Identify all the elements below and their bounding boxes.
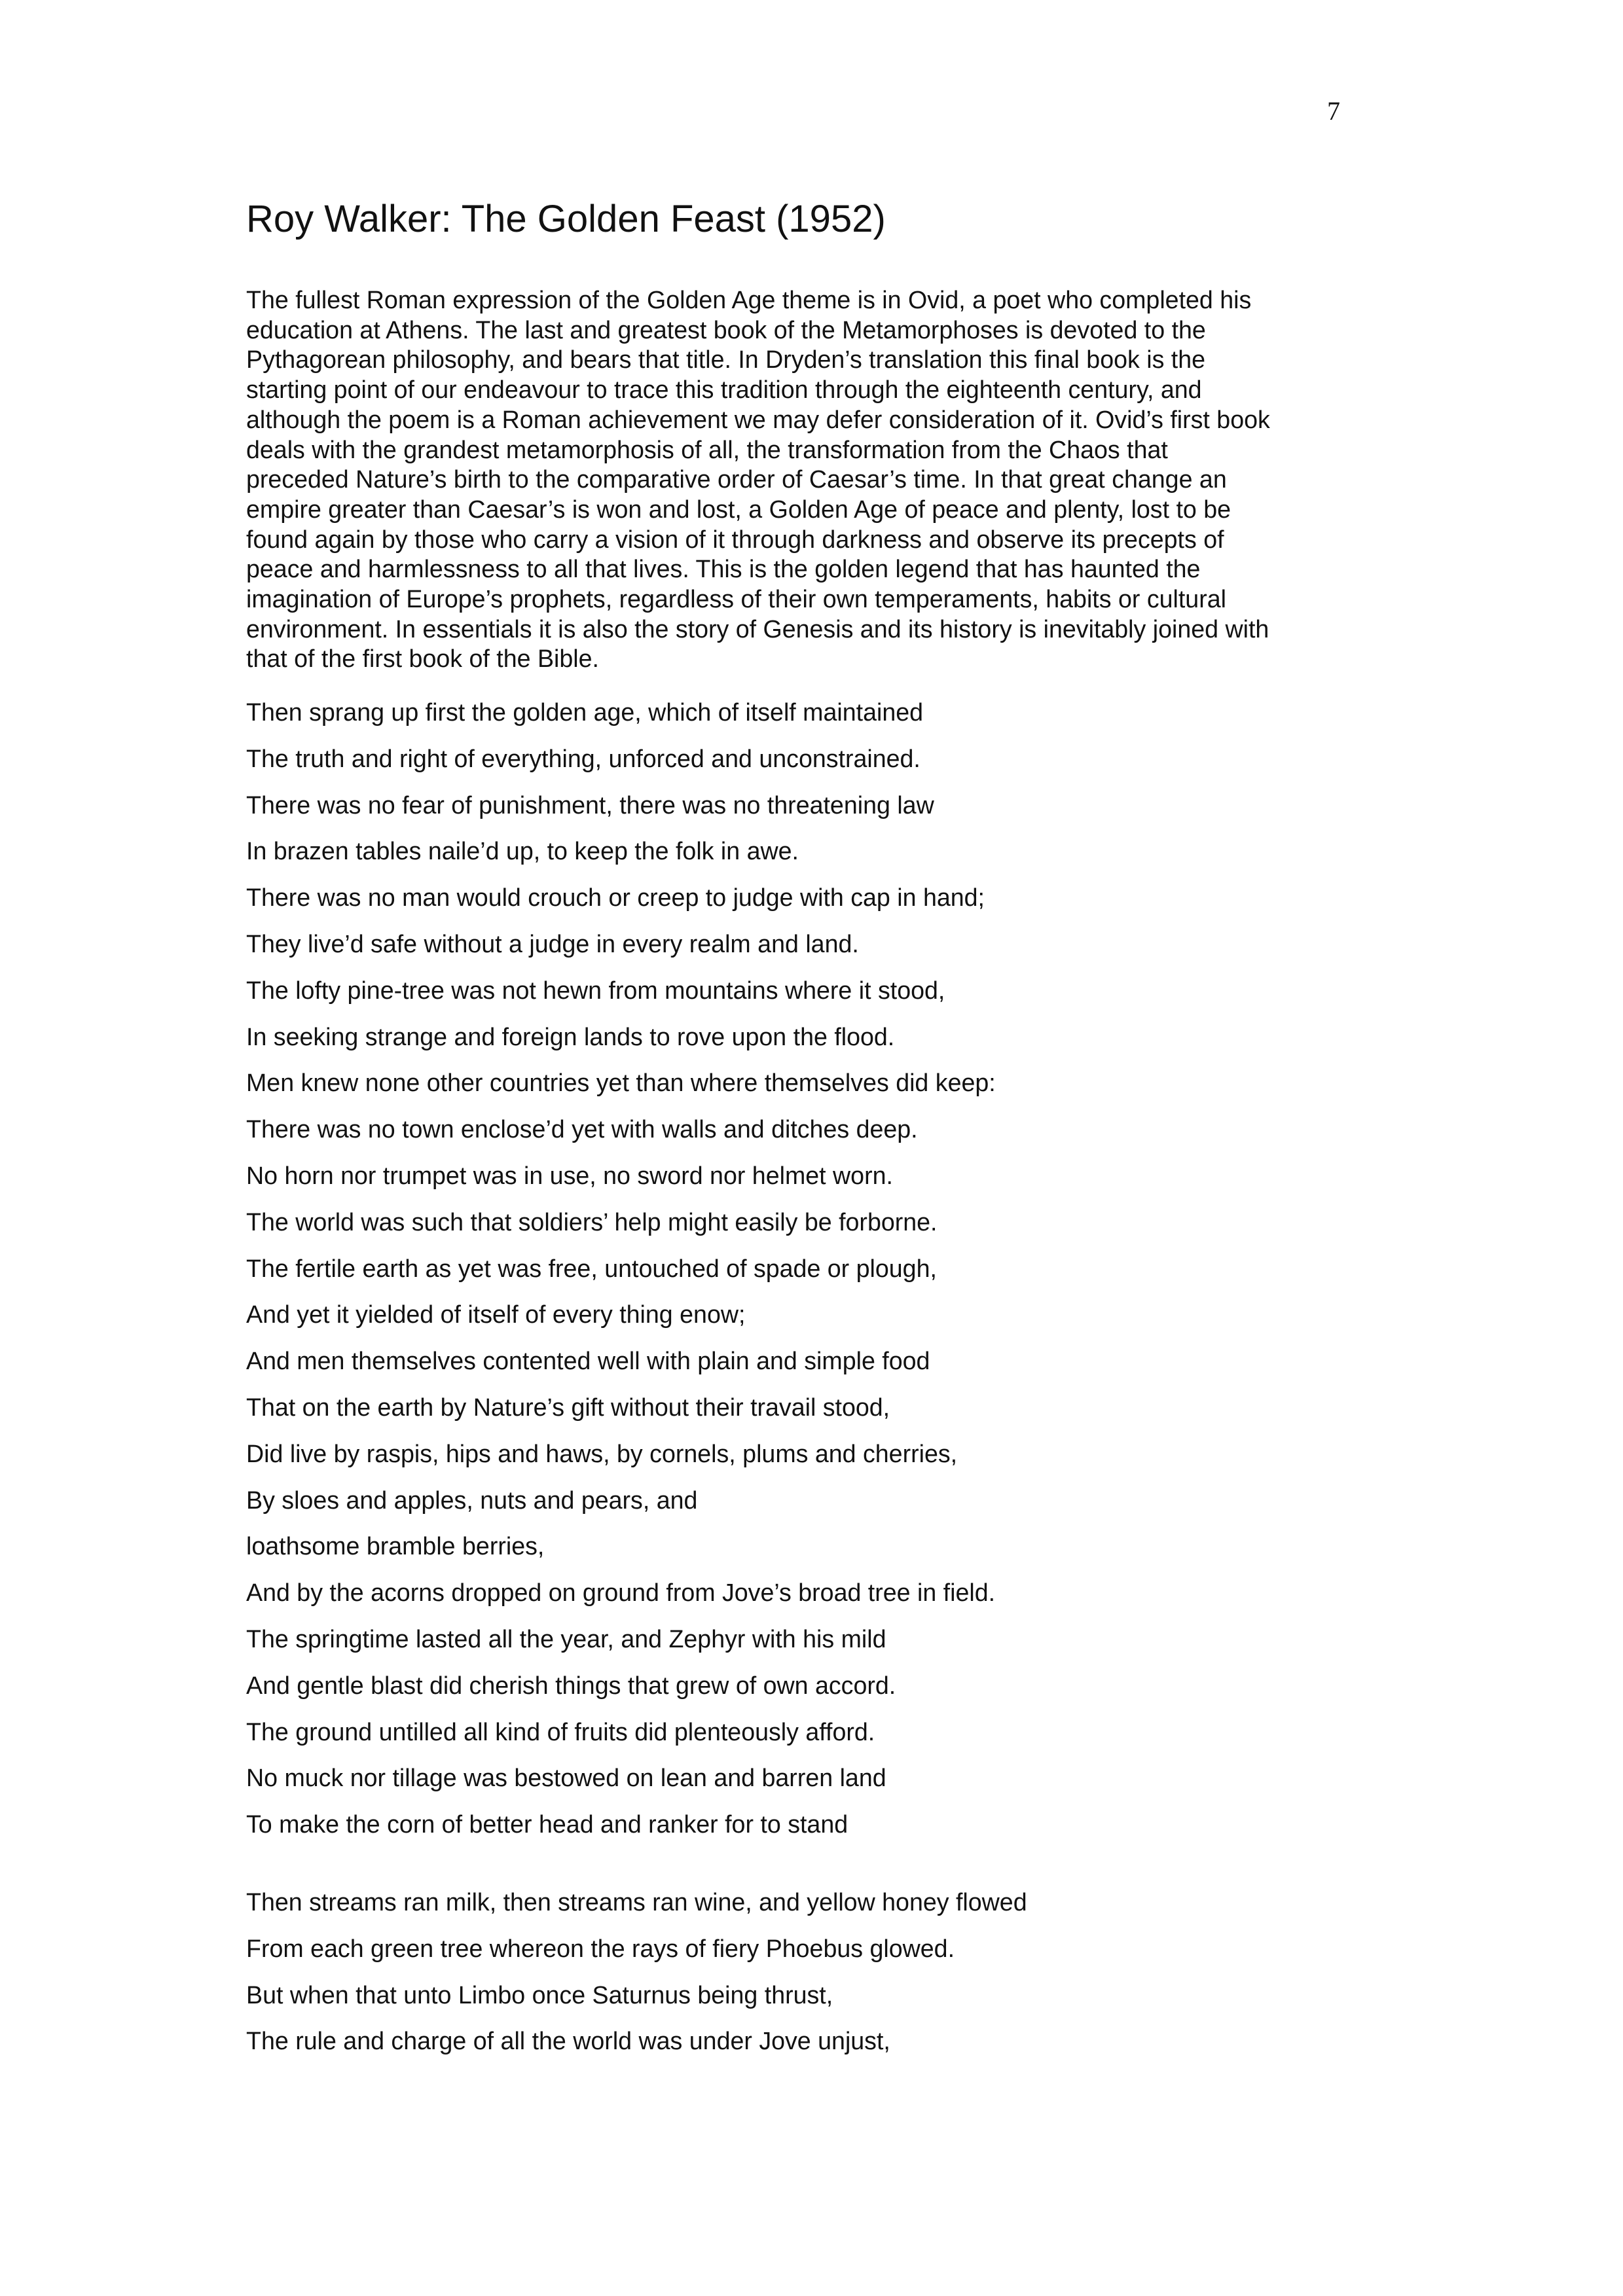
verse-line: The fertile earth as yet was free, untouched of spade or plough, [246,1254,937,1282]
verse-line: The springtime lasted all the year, and Zephyr with his mild [246,1624,886,1653]
verse-line: From each green tree whereon the rays of fiery Phoebus glowed. [246,1934,955,1962]
verse-line: To make the corn of better head and ranker for to stand [246,1810,848,1839]
verse-line: And men themselves contented well with plain and simple food [246,1347,930,1375]
intro-line: imagination of Europe’s prophets, regardless of their own temperaments, habits or cultural [246,585,1226,613]
intro-line: education at Athens. The last and greatest book of the Metamorphoses is devoted to the [246,315,1206,344]
verse-line: In brazen tables naile’d up, to keep the folk in awe. [246,837,799,865]
page-title: Roy Walker: The Golden Feast (1952) [246,198,886,240]
verse-line: The world was such that soldiers’ help might easily be forborne. [246,1208,938,1236]
verse-line: That on the earth by Nature’s gift without their travail stood, [246,1393,890,1421]
verse-line: They live’d safe without a judge in every realm and land. [246,929,859,958]
intro-line: Pythagorean philosophy, and bears that title. In Dryden’s translation this final book is the [246,346,1206,374]
intro-line: preceded Nature’s birth to the comparative order of Caesar’s time. In that great change an [246,465,1227,493]
verse-line: Did live by raspis, hips and haws, by cornels, plums and cherries, [246,1439,958,1467]
verse-line: Then sprang up first the golden age, which of itself maintained [246,698,924,726]
verse-line: There was no town enclose’d yet with walls and ditches deep. [246,1115,918,1143]
verse-line: Then streams ran milk, then streams ran wine, and yellow honey flowed [246,1888,1027,1916]
verse-line: But when that unto Limbo once Saturnus being thrust, [246,1981,833,2009]
intro-line: that of the first book of the Bible. [246,645,599,673]
verse-line: And yet it yielded of itself of every thing enow; [246,1300,746,1329]
verse-line: In seeking strange and foreign lands to rove upon the flood. [246,1022,895,1050]
intro-line: starting point of our endeavour to trace this tradition through the eighteenth century, and [246,376,1202,404]
verse-block [246,689,996,1848]
verse-line: There was no fear of punishment, there was no threatening law [246,791,934,819]
intro-line: environment. In essentials it is also the story of Genesis and its history is inevitably joined with [246,615,1269,643]
verse-line: The truth and right of everything, unforced and unconstrained. [246,744,921,772]
verse-line: The ground untilled all kind of fruits did plenteously afford. [246,1717,875,1746]
intro-line: empire greater than Caesar’s is won and lost, a Golden Age of peace and plenty, lost to be [246,495,1231,523]
intro-line: peace and harmlessness to all that lives. This is the golden legend that has haunted the [246,555,1201,583]
page-number: 7 [1327,96,1340,126]
verse-line: loathsome bramble berries, [246,1532,545,1560]
verse-line: No muck nor tillage was bestowed on lean and barren land [246,1764,886,1792]
intro-line: found again by those who carry a vision of it through darkness and observe its precepts of [246,525,1224,553]
verse-line: Men knew none other countries yet than where themselves did keep: [246,1069,996,1097]
verse-line: The rule and charge of all the world was under Jove unjust, [246,2027,890,2055]
verse-line: No horn nor trumpet was in use, no sword nor helmet worn. [246,1161,893,1189]
verse-block [246,1879,1027,2064]
intro-line: deals with the grandest metamorphosis of all, the transformation from the Chaos that [246,435,1168,463]
verse-line: There was no man would crouch or creep to judge with cap in hand; [246,884,985,912]
intro-paragraph [246,285,1398,674]
intro-line: The fullest Roman expression of the Golden Age theme is in Ovid, a poet who completed his [246,286,1252,314]
verse-line: The lofty pine-tree was not hewn from mountains where it stood, [246,976,945,1004]
verse-line: And by the acorns dropped on ground from Jove’s broad tree in field. [246,1579,996,1607]
intro-line: although the poem is a Roman achievement we may defer consideration of it. Ovid’s first book [246,405,1270,433]
verse-line: By sloes and apples, nuts and pears, and [246,1486,698,1514]
verse-line: And gentle blast did cherish things that grew of own accord. [246,1671,896,1699]
